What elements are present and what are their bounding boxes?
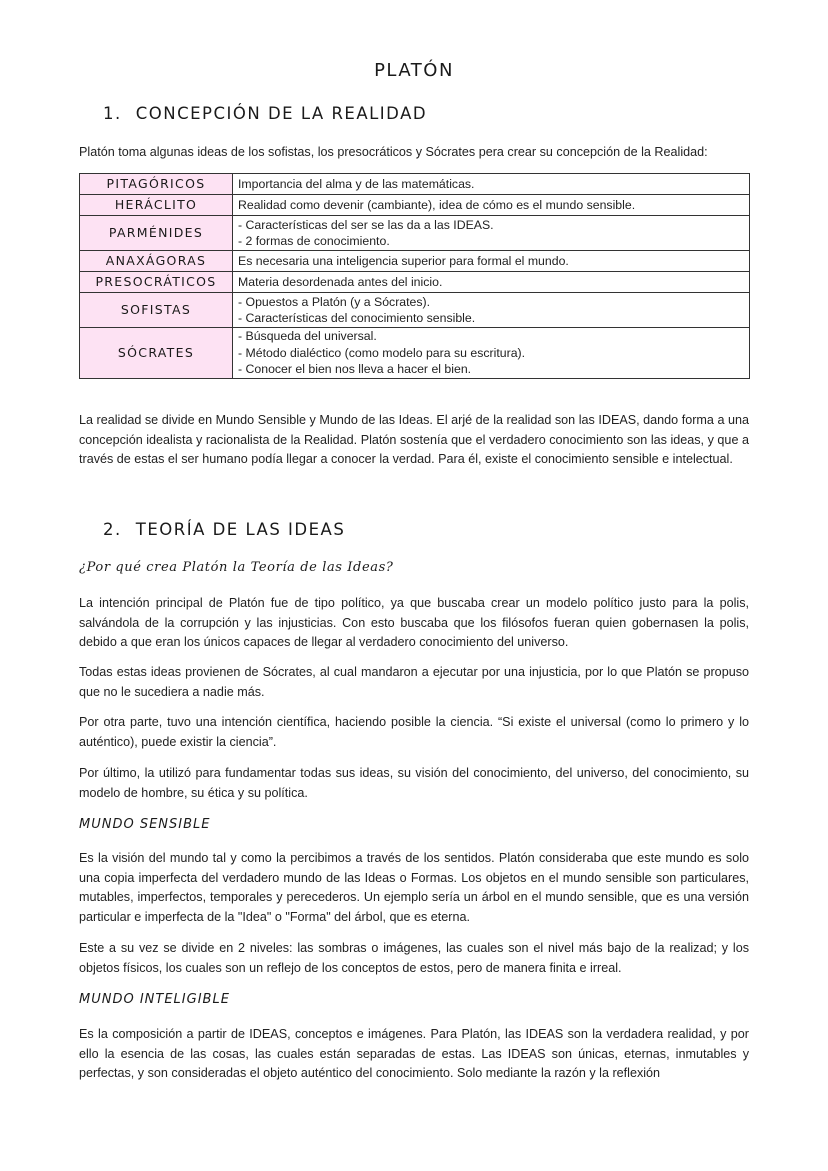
philosopher-description: Es necesaria una inteligencia superior para formal el mundo. bbox=[233, 251, 750, 272]
paragraph: Es la visión del mundo tal y como la percibimos a través de los sentidos. Platón consideraba que este mundo es solo una copia imperfecta del verdadero mundo de las Ideas o Formas. Los objetos en el mundo sensible son particulares, mutables, imperfectos, temporales y perecederos. Un ejemplo sería un árbol en el mundo sensible, que es una versión particular e imperfecta de la "Idea" o "Forma" del árbol, que es eterna. bbox=[79, 851, 749, 924]
section-title: TEORÍA DE LAS IDEAS bbox=[135, 520, 346, 539]
subheading-mundo-inteligible: MUNDO INTELIGIBLE bbox=[79, 992, 230, 1007]
philosopher-name: SÓCRATES bbox=[80, 328, 233, 379]
section-title: CONCEPCIÓN DE LA REALIDAD bbox=[135, 104, 428, 123]
table-row bbox=[80, 195, 750, 216]
paragraph: Todas estas ideas provienen de Sócrates, al cual mandaron a ejecutar por una injusticia, por lo que Platón se propuso que no le sucediera a nadie más. bbox=[79, 665, 749, 699]
philosopher-description: - Búsqueda del universal. - Método dialéctico (como modelo para su escritura). - Conocer el bien nos lleva a hacer el bien. bbox=[233, 328, 750, 379]
paragraph: Es la composición a partir de IDEAS, conceptos e imágenes. Para Platón, las IDEAS son la verdadera realidad, y por ello la esencia de las cosas, las cuales están separadas de estas. Las IDEAS son únicas, eternas, inmutables y perfectas, y son consideradas el objeto auténtico del conocimiento. Solo mediante la razón y la reflexión bbox=[79, 1027, 749, 1081]
philosopher-name: SOFISTAS bbox=[80, 293, 233, 328]
table-row bbox=[80, 251, 750, 272]
section1-paragraph: La realidad se divide en Mundo Sensible y Mundo de las Ideas. El arjé de la realidad son las IDEAS, dando forma a una concepción idealista y racionalista de la Realidad. Platón sostenía que el verdadero conocimiento son las ideas, y que a través de estas el ser humano podía llegar a conocer la verdad. Para él, existe el conocimiento sensible e intelectual. bbox=[79, 413, 749, 467]
table-row bbox=[80, 174, 750, 195]
paragraph: La intención principal de Platón fue de tipo político, ya que buscaba crear un modelo político justo para la polis, salvándola de la corrupción y las injusticias. Con esto buscaba que los filósofos fueran quien gobernasen la polis, debido a que eran los únicos capaces de llegar al verdadero conocimiento del universo. bbox=[79, 596, 749, 650]
philosopher-name: PRESOCRÁTICOS bbox=[80, 272, 233, 293]
paragraph: Este a su vez se divide en 2 niveles: las sombras o imágenes, las cuales son el nivel más bajo de la realizad; y los objetos físicos, los cuales son un reflejo de los conceptos de estos, pero de manera finita e irreal. bbox=[79, 941, 749, 975]
philosopher-name: HERÁCLITO bbox=[80, 195, 233, 216]
subheading-question: ¿Por qué crea Platón la Teoría de las Ideas? bbox=[79, 560, 394, 575]
section-heading-1 bbox=[103, 104, 427, 123]
philosopher-description: Realidad como devenir (cambiante), idea de cómo es el mundo sensible. bbox=[233, 195, 750, 216]
paragraph: Por último, la utilizó para fundamentar todas sus ideas, su visión del conocimiento, del universo, del conocimiento, su modelo de hombre, su ética y su política. bbox=[79, 766, 749, 800]
philosopher-description: Importancia del alma y de las matemáticas. bbox=[233, 174, 750, 195]
philosopher-description: Materia desordenada antes del inicio. bbox=[233, 272, 750, 293]
subheading-mundo-sensible: MUNDO SENSIBLE bbox=[79, 817, 211, 832]
section-heading-2 bbox=[103, 520, 345, 539]
section-number: 1. bbox=[103, 104, 122, 123]
paragraph: Por otra parte, tuvo una intención científica, haciendo posible la ciencia. “Si existe el universal (como lo primero y lo auténtico), puede existir la ciencia”. bbox=[79, 715, 749, 749]
page-title: PLATÓN bbox=[374, 60, 454, 81]
philosophers-table bbox=[79, 173, 750, 379]
philosopher-description: - Opuestos a Platón (y a Sócrates). - Características del conocimiento sensible. bbox=[233, 293, 750, 328]
section1-intro: Platón toma algunas ideas de los sofistas, los presocráticos y Sócrates pera crear su concepción de la Realidad: bbox=[79, 145, 708, 159]
table-row bbox=[80, 328, 750, 379]
philosopher-name: ANAXÁGORAS bbox=[80, 251, 233, 272]
table-row bbox=[80, 216, 750, 251]
philosopher-name: PITAGÓRICOS bbox=[80, 174, 233, 195]
table-row bbox=[80, 272, 750, 293]
table-row bbox=[80, 293, 750, 328]
philosopher-name: PARMÉNIDES bbox=[80, 216, 233, 251]
philosopher-description: - Características del ser se las da a las IDEAS. - 2 formas de conocimiento. bbox=[233, 216, 750, 251]
section-number: 2. bbox=[103, 520, 122, 539]
